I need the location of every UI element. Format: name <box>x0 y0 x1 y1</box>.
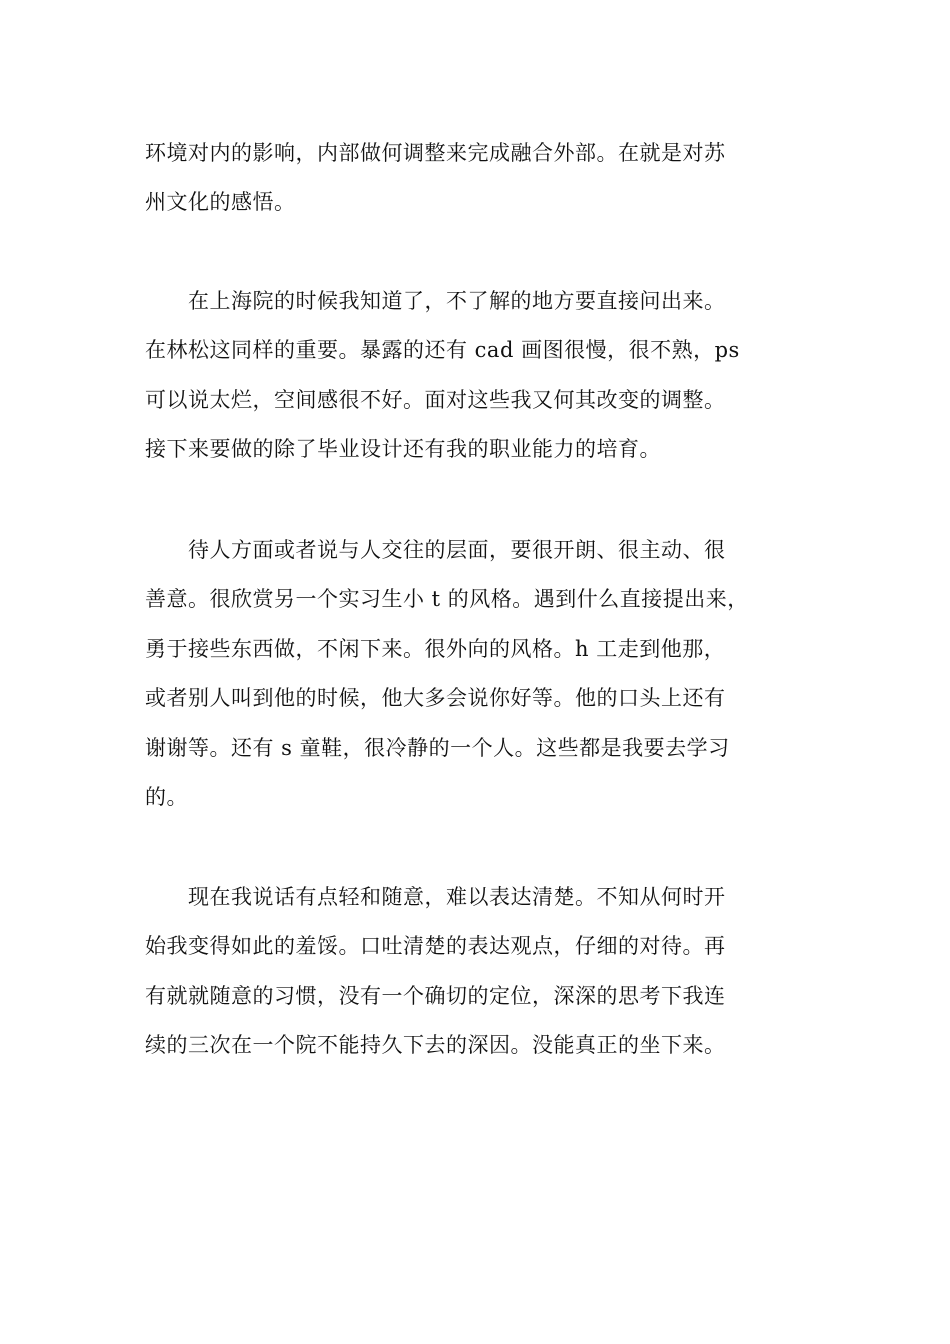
paragraph-line: 待人方面或者说与人交往的层面，要很开朗、很主动、很 <box>145 538 726 562</box>
paragraph-line: 在上海院的时候我知道了，不了解的地方要直接问出来。 <box>145 289 726 313</box>
paragraph-line: 有就就随意的习惯，没有一个确切的定位，深深的思考下我连 <box>145 984 726 1008</box>
paragraph-line: 的。 <box>145 785 188 809</box>
paragraph-line: 续的三次在一个院不能持久下去的深因。没能真正的坐下来。 <box>145 1033 726 1057</box>
paragraph-line: 在林松这同样的重要。暴露的还有 cad 画图很慢，很不熟，ps <box>145 338 740 362</box>
paragraph-line: 可以说太烂，空间感很不好。面对这些我又何其改变的调整。 <box>145 388 726 412</box>
paragraph-line: 州文化的感悟。 <box>145 190 296 214</box>
paragraph-line: 环境对内的影响，内部做何调整来完成融合外部。在就是对苏 <box>145 141 726 165</box>
paragraph-line: 善意。很欣赏另一个实习生小 t 的风格。遇到什么直接提出来， <box>145 587 749 611</box>
paragraph-line: 始我变得如此的羞馁。口吐清楚的表达观点，仔细的对待。再 <box>145 934 726 958</box>
paragraph-line: 接下来要做的除了毕业设计还有我的职业能力的培育。 <box>145 437 661 461</box>
paragraph-line: 或者别人叫到他的时候，他大多会说你好等。他的口头上还有 <box>145 686 726 710</box>
paragraph-line: 谢谢等。还有 s 童鞋，很冷静的一个人。这些都是我要去学习 <box>145 736 730 760</box>
paragraph-line: 勇于接些东西做，不闲下来。很外向的风格。h 工走到他那， <box>145 637 726 661</box>
paragraph-line: 现在我说话有点轻和随意，难以表达清楚。不知从何时开 <box>145 885 726 909</box>
